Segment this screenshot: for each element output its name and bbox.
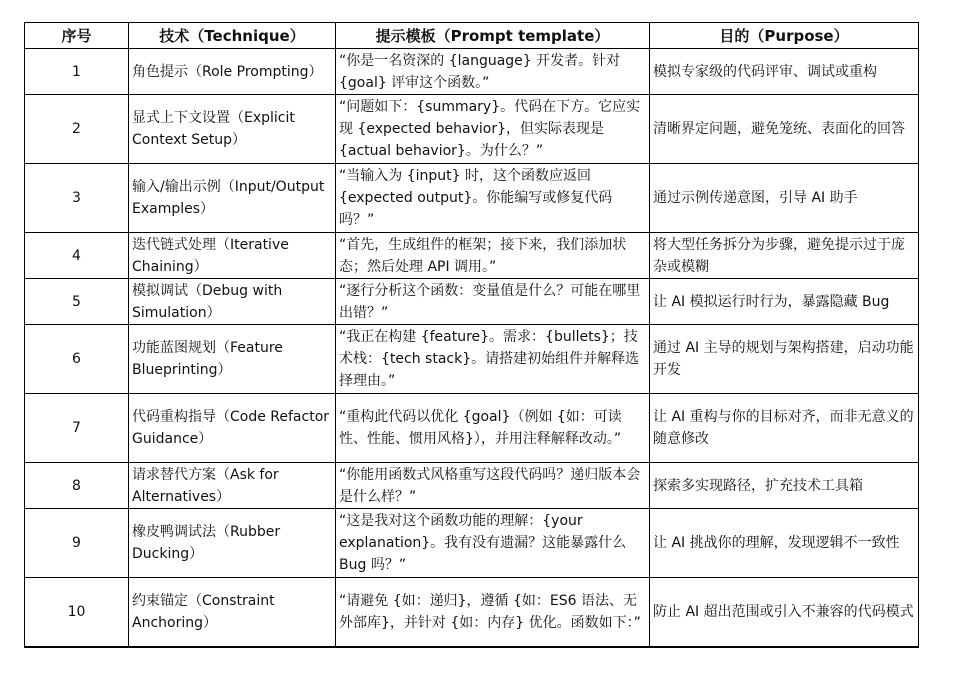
- row-index: 8: [25, 463, 129, 509]
- table-row: [25, 509, 919, 578]
- row-prompt-template: “你是一名资深的 {language} 开发者。针对 {goal} 评审这个函数。”: [336, 49, 650, 95]
- row-index: 5: [25, 279, 129, 325]
- row-purpose: 让 AI 挑战你的理解，发现逻辑不一致性: [650, 509, 919, 578]
- prompt-techniques-table-container: [24, 22, 918, 648]
- row-prompt-template: “我正在构建 {feature}。需求：{bullets}；技术栈：{tech stack}。请搭建初始组件并解释选择理由。”: [336, 325, 650, 394]
- table-row: [25, 279, 919, 325]
- row-index: 7: [25, 394, 129, 463]
- table-row: [25, 578, 919, 647]
- row-purpose: 通过 AI 主导的规划与架构搭建，启动功能开发: [650, 325, 919, 394]
- row-purpose: 清晰界定问题，避免笼统、表面化的回答: [650, 95, 919, 164]
- row-purpose: 将大型任务拆分为步骤，避免提示过于庞杂或模糊: [650, 233, 919, 279]
- row-prompt-template: “你能用函数式风格重写这段代码吗？递归版本会是什么样？”: [336, 463, 650, 509]
- header-row: [25, 23, 919, 49]
- row-technique: 橡皮鸭调试法（Rubber Ducking）: [129, 509, 336, 578]
- table-row: [25, 394, 919, 463]
- row-technique: 功能蓝图规划（Feature Blueprinting）: [129, 325, 336, 394]
- prompt-techniques-table: [24, 22, 919, 648]
- row-prompt-template: “问题如下：{summary}。代码在下方。它应实现 {expected behavior}，但实际表现是 {actual behavior}。为什么？”: [336, 95, 650, 164]
- table-row: [25, 463, 919, 509]
- row-purpose: 让 AI 重构与你的目标对齐，而非无意义的随意修改: [650, 394, 919, 463]
- row-technique: 约束锚定（Constraint Anchoring）: [129, 578, 336, 647]
- row-prompt-template: “当输入为 {input} 时，这个函数应返回 {expected output}。你能编写或修复代码吗？”: [336, 164, 650, 233]
- row-index: 10: [25, 578, 129, 647]
- row-index: 9: [25, 509, 129, 578]
- table-row: [25, 49, 919, 95]
- row-purpose: 让 AI 模拟运行时行为，暴露隐藏 Bug: [650, 279, 919, 325]
- row-prompt-template: “请避免 {如：递归}，遵循 {如：ES6 语法、无外部库}，并针对 {如：内存} 优化。函数如下：”: [336, 578, 650, 647]
- row-technique: 迭代链式处理（Iterative Chaining）: [129, 233, 336, 279]
- header-prompt-template: 提示模板（Prompt template）: [336, 23, 650, 49]
- row-index: 2: [25, 95, 129, 164]
- row-purpose: 防止 AI 超出范围或引入不兼容的代码模式: [650, 578, 919, 647]
- row-purpose: 模拟专家级的代码评审、调试或重构: [650, 49, 919, 95]
- table-row: [25, 95, 919, 164]
- row-prompt-template: “这是我对这个函数功能的理解：{your explanation}。我有没有遗漏？这能暴露什么 Bug 吗？”: [336, 509, 650, 578]
- row-technique: 输入/输出示例（Input/Output Examples）: [129, 164, 336, 233]
- row-purpose: 通过示例传递意图，引导 AI 助手: [650, 164, 919, 233]
- row-index: 3: [25, 164, 129, 233]
- row-technique: 显式上下文设置（Explicit Context Setup）: [129, 95, 336, 164]
- row-prompt-template: “重构此代码以优化 {goal}（例如 {如：可读性、性能、惯用风格}），并用注释解释改动。”: [336, 394, 650, 463]
- header-index: 序号: [25, 23, 129, 49]
- row-purpose: 探索多实现路径，扩充技术工具箱: [650, 463, 919, 509]
- header-purpose: 目的（Purpose）: [650, 23, 919, 49]
- row-prompt-template: “首先，生成组件的框架；接下来，我们添加状态；然后处理 API 调用。”: [336, 233, 650, 279]
- row-index: 4: [25, 233, 129, 279]
- row-technique: 角色提示（Role Prompting）: [129, 49, 336, 95]
- header-technique: 技术（Technique）: [129, 23, 336, 49]
- table-row: [25, 233, 919, 279]
- row-prompt-template: “逐行分析这个函数：变量值是什么？可能在哪里出错？”: [336, 279, 650, 325]
- table-row: [25, 164, 919, 233]
- row-technique: 代码重构指导（Code Refactor Guidance）: [129, 394, 336, 463]
- row-technique: 模拟调试（Debug with Simulation）: [129, 279, 336, 325]
- row-index: 1: [25, 49, 129, 95]
- row-technique: 请求替代方案（Ask for Alternatives）: [129, 463, 336, 509]
- row-index: 6: [25, 325, 129, 394]
- table-row: [25, 325, 919, 394]
